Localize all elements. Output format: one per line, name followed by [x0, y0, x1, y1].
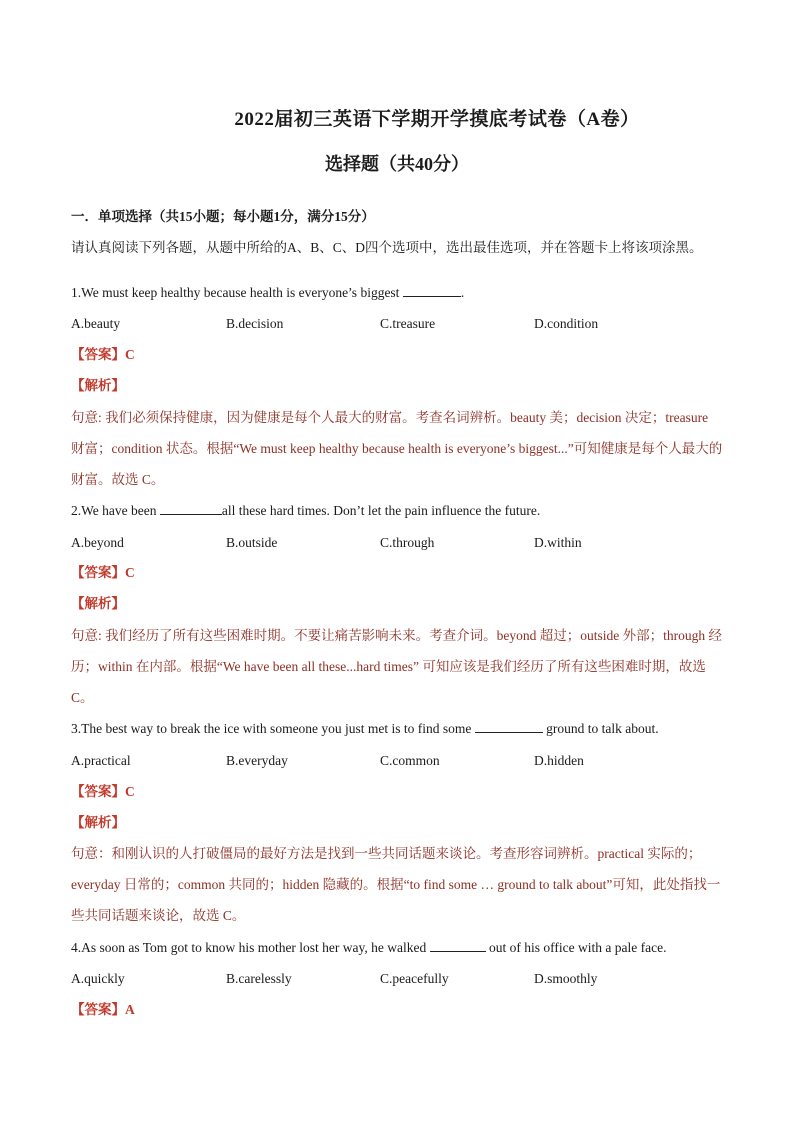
question-stem-after: out of his office with a pale face. — [485, 940, 667, 955]
option-d: D.condition — [534, 316, 599, 331]
explanation-text: 句意：和刚认识的人打破僵局的最好方法是找到一些共同话题来谈论。考查形容词辨析。practical 实际的；everyday 日常的；common 共同的；hidden 隐藏的。根据“to find some … ground to talk about”可知，此处指找一些共同话题来谈论，故选 C。 — [71, 846, 721, 923]
question-stem — [71, 283, 734, 303]
option-a: A.beyond — [71, 535, 124, 550]
answer-value: C — [125, 347, 135, 362]
question-stem-before: 4.As soon as Tom got to know his mother lost her way, he walked — [71, 940, 430, 955]
answer-line — [71, 782, 135, 802]
option-a: A.practical — [71, 753, 131, 768]
question-stem-before: 2.We have been — [71, 503, 160, 518]
analysis-label: 【解析】 — [71, 596, 125, 611]
option-c: C.through — [380, 535, 435, 550]
answer-value: C — [125, 784, 135, 799]
section-heading: 一．单项选择（共15小题；每小题1分，满分15分） — [71, 209, 375, 224]
option-c: C.common — [380, 753, 440, 768]
explanation-text: 句意: 我们必须保持健康，因为健康是每个人最大的财富。考查名词辨析。beauty 美；decision 决定；treasure 财富；condition 状态。根据“We must keep healthy because health is everyone’s biggest...”可知健康是每个人最大的财富。故选 C。 — [71, 410, 723, 487]
answer-label: 【答案】 — [71, 565, 125, 580]
question-stem-after: all these hard times. Don’t let the pain influence the future. — [221, 503, 541, 518]
answer-label: 【答案】 — [71, 347, 125, 362]
answer-line — [71, 563, 135, 583]
question-stem — [71, 501, 734, 521]
answer-label: 【答案】 — [71, 1002, 125, 1017]
option-b: B.everyday — [226, 753, 288, 768]
question-stem-before: 3.The best way to break the ice with someone you just met is to find some — [71, 721, 475, 736]
section-instruction: 请认真阅读下列各题，从题中所给的A、B、C、D四个选项中，选出最佳选项，并在答题卡上将该项涂黑。 — [71, 240, 703, 255]
answer-blank — [430, 939, 486, 952]
option-c: C.peacefully — [380, 971, 449, 986]
explanation-text: 句意: 我们经历了所有这些困难时期。不要让痛苦影响未来。考查介词。beyond 超过；outside 外部；through 经历；within 在内部。根据“We have been all these...hard times” 可知应该是我们经历了所有这些困难时期，故选 C。 — [71, 628, 722, 705]
answer-blank — [160, 502, 222, 515]
option-a: A.quickly — [71, 971, 125, 986]
answer-value: A — [125, 1002, 135, 1017]
analysis-label: 【解析】 — [71, 815, 125, 830]
answer-line — [71, 1000, 135, 1020]
question-stem — [71, 719, 734, 739]
option-b: B.outside — [226, 535, 278, 550]
question-stem-before: 1.We must keep healthy because health is everyone’s biggest — [71, 285, 403, 300]
question-stem-after: ground to talk about. — [542, 721, 659, 736]
option-b: B.decision — [226, 316, 284, 331]
answer-label: 【答案】 — [71, 784, 125, 799]
question-stem-after: . — [460, 285, 465, 300]
option-d: D.within — [534, 535, 582, 550]
analysis-label: 【解析】 — [71, 378, 125, 393]
answer-value: C — [125, 565, 135, 580]
page-subtitle: 选择题（共40分） — [325, 154, 469, 174]
option-d: D.hidden — [534, 753, 584, 768]
option-c: C.treasure — [380, 316, 436, 331]
question-stem — [71, 938, 734, 958]
answer-blank — [475, 720, 543, 733]
option-b: B.carelessly — [226, 971, 292, 986]
option-d: D.smoothly — [534, 971, 598, 986]
page-title: 2022届初三英语下学期开学摸底考试卷（A卷） — [234, 109, 640, 130]
answer-line — [71, 345, 135, 365]
option-a: A.beauty — [71, 316, 121, 331]
answer-blank — [403, 284, 461, 297]
